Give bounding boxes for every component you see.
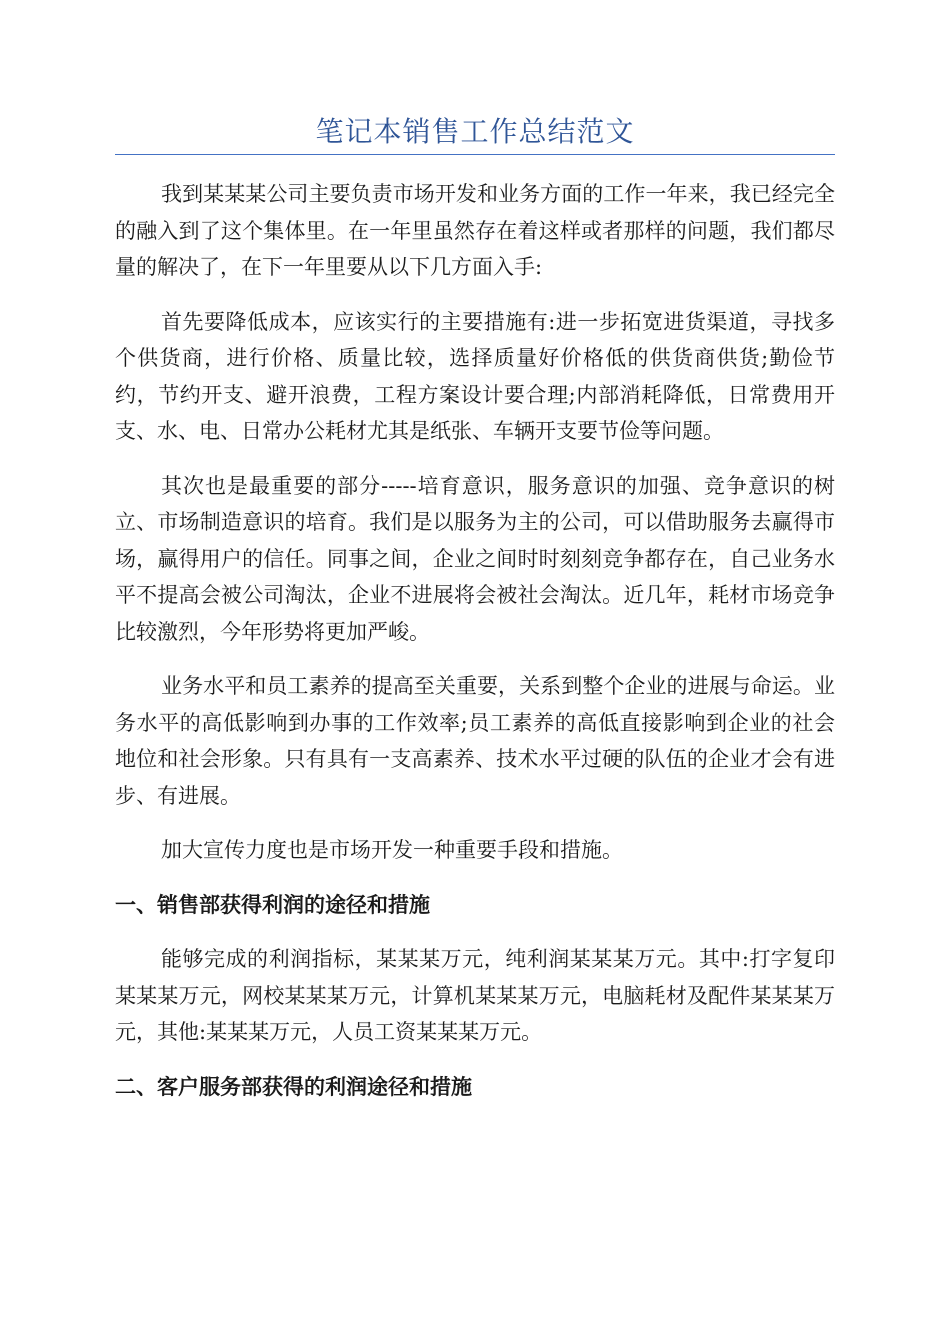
section-heading-sales: 一、销售部获得利润的途径和措施	[115, 892, 430, 917]
paragraph-intro: 我到某某某公司主要负责市场开发和业务方面的工作一年来，我已经完全的融入到了这个集体里。在一年里虽然存在着这样或者那样的问题，我们都尽量的解决了，在下一年里要从以下几方面入手:	[115, 182, 835, 279]
document-title: 笔记本销售工作总结范文	[315, 115, 635, 148]
section-heading-customer-service: 二、客户服务部获得的利润途径和措施	[115, 1074, 472, 1099]
paragraph-reduce-cost: 首先要降低成本，应该实行的主要措施有:进一步拓宽进货渠道，寻找多个供货商，进行价格、质量比较，选择质量好价格低的供货商供货;勤俭节约，节约开支、避开浪费，工程方案设计要合理;内部消耗降低，日常费用开支、水、电、日常办公耗材尤其是纸张、车辆开支要节俭等问题。	[115, 309, 835, 443]
document-body	[115, 176, 835, 1123]
paragraph-awareness: 其次也是最重要的部分-----培育意识，服务意识的加强、竞争意识的树立、市场制造意识的培育。我们是以服务为主的公司，可以借助服务去赢得市场，赢得用户的信任。同事之间，企业之间时时刻刻竞争都存在，自己业务水平不提高会被公司淘汰，企业不进展将会被社会淘汰。近几年，耗材市场竞争比较激烈，今年形势将更加严峻。	[115, 473, 835, 644]
paragraph-staff-quality: 业务水平和员工素养的提高至关重要，关系到整个企业的进展与命运。业务水平的高低影响到办事的工作效率;员工素养的高低直接影响到企业的社会地位和社会形象。只有具有一支高素养、技术水平过硬的队伍的企业才会有进步、有进展。	[115, 674, 835, 808]
paragraph-profit-targets: 能够完成的利润指标，某某某万元，纯利润某某某万元。其中:打字复印某某某万元，网校某某某万元，计算机某某某万元，电脑耗材及配件某某某万元，其他:某某某万元，人员工资某某某万元。	[115, 947, 835, 1044]
title-underline	[115, 154, 835, 155]
paragraph-publicity: 加大宣传力度也是市场开发一种重要手段和措施。	[161, 838, 623, 862]
